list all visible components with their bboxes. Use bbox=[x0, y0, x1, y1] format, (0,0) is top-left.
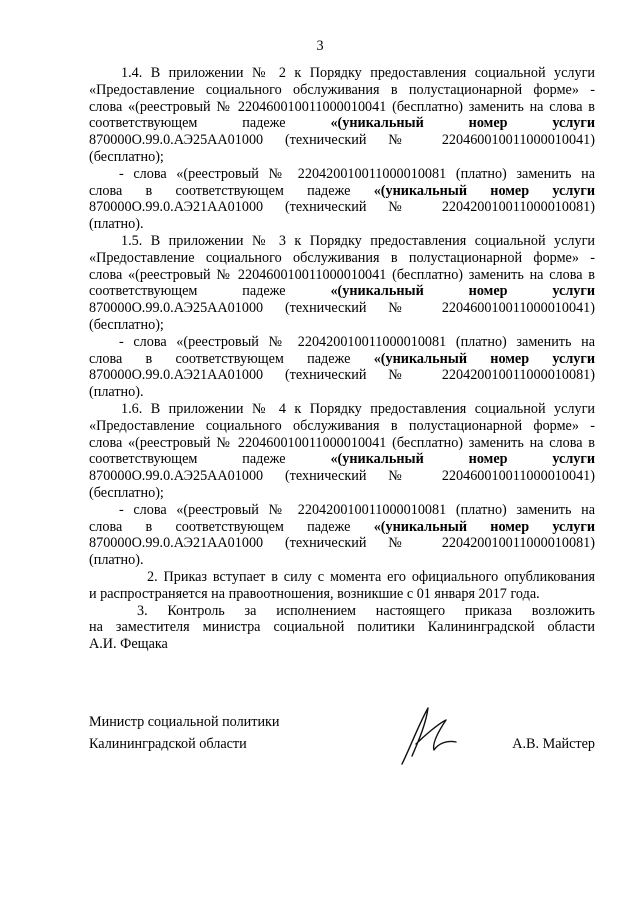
text-line: 870000О.99.0.АЭ25АА01000 (технический № 22046001001100001004​1) bbox=[89, 132, 595, 149]
signatory-title bbox=[89, 711, 280, 755]
text-line: 1.5. В приложении № 3 к Порядку предоставления социальной услуги bbox=[121, 232, 595, 249]
text-line: слова в соответствующем падеже «(уникальный номер услуги bbox=[89, 350, 595, 367]
text-line: 870000О.99.0.АЭ21АА01000 (технический № 22042001001100001008​1) bbox=[89, 199, 595, 216]
text-line: и распространяется на правоотношения, возникшие с 01 января 2017 года. bbox=[89, 585, 540, 602]
text-line: (платно). bbox=[89, 384, 144, 401]
signatory-title-line-2: Калининградской области bbox=[89, 736, 247, 752]
text-line: «Предоставление социального обслуживания в полустационарной форме» - bbox=[89, 81, 595, 98]
text-line: (платно). bbox=[89, 552, 144, 569]
text-line: (платно). bbox=[89, 216, 144, 233]
text-line: 2. Приказ вступает в силу с момента его официального опубликования bbox=[147, 568, 595, 585]
text-line: (бесплатно); bbox=[89, 484, 164, 501]
text-line: слова в соответствующем падеже «(уникальный номер услуги bbox=[89, 182, 595, 199]
text-line: 870000О.99.0.АЭ25АА01000 (технический № 22046001001100001004​1) bbox=[89, 468, 595, 485]
text-line: «Предоставление социального обслуживания в полустационарной форме» - bbox=[89, 417, 595, 434]
text-line: (бесплатно); bbox=[89, 316, 164, 333]
text-line: 870000О.99.0.АЭ25АА01000 (технический № 22046001001100001004​1) bbox=[89, 300, 595, 317]
text-line: соответствующем падеже «(уникальный номер услуги bbox=[89, 283, 596, 300]
handwritten-signature bbox=[394, 700, 464, 770]
text-line: на заместителя министра социальной политики Калининградской области bbox=[89, 619, 595, 636]
text-line: слова «(реестровый № 22046001001100001004​1 (бесплатно) заменить на слова в bbox=[89, 98, 595, 115]
text-line: (бесплатно); bbox=[89, 148, 164, 165]
text-line: 3. Контроль за исполнением настоящего приказа возложить bbox=[137, 602, 595, 619]
signatory-title-line-1: Министр социальной политики bbox=[89, 714, 280, 730]
text-line: «Предоставление социального обслуживания в полустационарной форме» - bbox=[89, 249, 595, 266]
text-line: 1.4. В приложении № 2 к Порядку предоставления социальной услуги bbox=[121, 65, 595, 81]
text-line: слова «(реестровый № 22046001001100001004​1 (бесплатно) заменить на слова в bbox=[89, 266, 595, 283]
text-line: соответствующем падеже «(уникальный номер услуги bbox=[89, 451, 596, 468]
text-line: - слова «(реестровый № 22042001001100001008​1 (платно) заменить на bbox=[119, 333, 595, 350]
text-line: 1.6. В приложении № 4 к Порядку предоставления социальной услуги bbox=[121, 400, 595, 417]
text-line: 870000О.99.0.АЭ21АА01000 (технический № 22042001001100001008​1) bbox=[89, 367, 595, 384]
text-line: 870000О.99.0.АЭ21АА01000 (технический № 22042001001100001008​1) bbox=[89, 535, 595, 552]
text-line: соответствующем падеже «(уникальный номер услуги bbox=[89, 115, 596, 132]
text-line: - слова «(реестровый № 22042001001100001008​1 (платно) заменить на bbox=[119, 165, 595, 182]
document-body bbox=[89, 65, 595, 653]
page-number: 3 bbox=[316, 38, 324, 54]
text-line: слова в соответствующем падеже «(уникальный номер услуги bbox=[89, 518, 595, 535]
text-line: А.И. Фещака bbox=[89, 636, 168, 653]
text-line: слова «(реестровый № 22046001001100001004​1 (бесплатно) заменить на слова в bbox=[89, 434, 595, 451]
text-line: - слова «(реестровый № 22042001001100001008​1 (платно) заменить на bbox=[119, 501, 595, 518]
signatory-name: А.В. Майстер bbox=[512, 736, 595, 752]
